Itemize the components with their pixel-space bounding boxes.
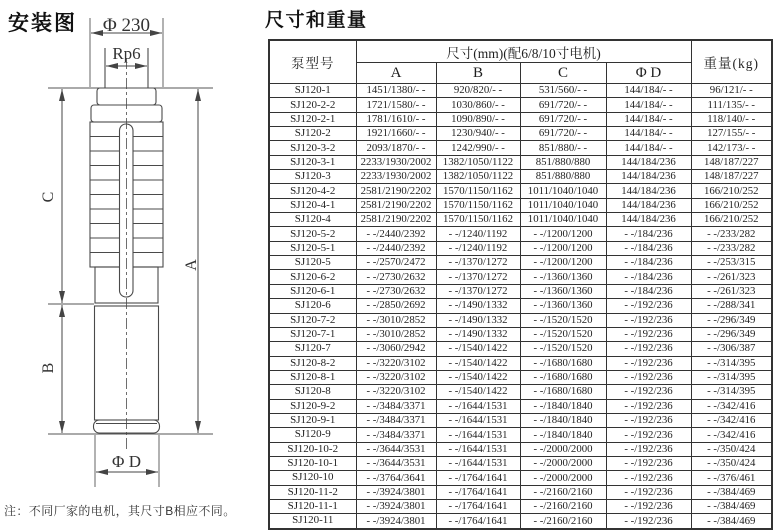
table-title: 尺寸和重量 [265, 10, 368, 31]
cell-model: SJ120-2-2 [269, 98, 356, 112]
cell-a: - -/3220/3102 [356, 370, 436, 384]
cell-model: SJ120-4 [269, 213, 356, 227]
cell-model: SJ120-5 [269, 256, 356, 270]
cell-weight: 118/140/- - [691, 112, 772, 126]
cell-model: SJ120-11-2 [269, 485, 356, 499]
cell-d: - -/184/236 [606, 256, 691, 270]
cell-a: - -/3484/3371 [356, 413, 436, 427]
header-model: 泵型号 [269, 40, 356, 84]
cell-b: - -/1370/1272 [436, 284, 520, 298]
table-row [269, 98, 772, 112]
cell-model: SJ120-3-2 [269, 141, 356, 155]
cell-b: 1570/1150/1162 [436, 213, 520, 227]
cell-a: - -/3924/3801 [356, 499, 436, 513]
header-dim-d: Φ D [606, 63, 691, 84]
cell-b: 1242/990/- - [436, 141, 520, 155]
cell-d: 144/184/236 [606, 213, 691, 227]
cell-c: 1011/1040/1040 [520, 198, 606, 212]
cell-c: - -/1200/1200 [520, 241, 606, 255]
cell-model: SJ120-5-2 [269, 227, 356, 241]
cell-c: - -/1680/1680 [520, 385, 606, 399]
cell-model: SJ120-10-2 [269, 442, 356, 456]
diagram-title: 安装图 [8, 12, 77, 35]
table-row [269, 198, 772, 212]
table-row [269, 170, 772, 184]
cell-weight: - -/261/323 [691, 284, 772, 298]
cell-weight: - -/384/469 [691, 514, 772, 529]
cell-a: - -/2440/2392 [356, 241, 436, 255]
table-row [269, 342, 772, 356]
cell-a: - -/3924/3801 [356, 485, 436, 499]
cell-b: - -/1644/1531 [436, 399, 520, 413]
cell-b: 1570/1150/1162 [436, 198, 520, 212]
cell-weight: 148/187/227 [691, 155, 772, 169]
cell-d: - -/192/236 [606, 413, 691, 427]
table-row [269, 471, 772, 485]
cell-c: - -/1360/1360 [520, 270, 606, 284]
table-row [269, 127, 772, 141]
cell-weight: - -/342/416 [691, 399, 772, 413]
cell-model: SJ120-1 [269, 84, 356, 98]
cell-weight: - -/253/315 [691, 256, 772, 270]
cell-b: - -/1540/1422 [436, 342, 520, 356]
header-dimensions-group: 尺寸(mm)(配6/8/10寸电机) [356, 40, 691, 63]
cell-d: 144/184/236 [606, 155, 691, 169]
cell-a: - -/2730/2632 [356, 284, 436, 298]
cell-d: - -/192/236 [606, 313, 691, 327]
cell-c: - -/1200/1200 [520, 256, 606, 270]
diagram-note: 注：不同厂家的电机，其尺寸B相应不同。 [4, 504, 236, 518]
cell-model: SJ120-10-1 [269, 456, 356, 470]
cell-c: - -/1840/1840 [520, 413, 606, 427]
table-header [269, 40, 772, 84]
cell-b: - -/1764/1641 [436, 499, 520, 513]
table-row [269, 413, 772, 427]
cell-a: 1721/1580/- - [356, 98, 436, 112]
table-row [269, 485, 772, 499]
cell-weight: - -/233/282 [691, 227, 772, 241]
cell-a: - -/3644/3531 [356, 456, 436, 470]
cell-c: 691/720/- - [520, 127, 606, 141]
cell-weight: - -/342/416 [691, 428, 772, 442]
header-dim-a: A [356, 63, 436, 84]
cell-weight: - -/288/341 [691, 299, 772, 313]
cell-weight: - -/261/323 [691, 270, 772, 284]
dim-label-b: B [40, 362, 57, 374]
table-row [269, 499, 772, 513]
cell-d: - -/192/236 [606, 442, 691, 456]
cell-a: - -/2570/2472 [356, 256, 436, 270]
cell-c: - -/1360/1360 [520, 284, 606, 298]
cell-d: 144/184/- - [606, 112, 691, 126]
cell-b: - -/1764/1641 [436, 514, 520, 529]
cell-a: 1781/1610/- - [356, 112, 436, 126]
cell-d: - -/184/236 [606, 270, 691, 284]
cell-d: - -/192/236 [606, 327, 691, 341]
cell-d: - -/184/236 [606, 241, 691, 255]
table-row [269, 155, 772, 169]
cell-a: 2233/1930/2002 [356, 155, 436, 169]
cell-a: 2581/2190/2202 [356, 213, 436, 227]
table-row [269, 385, 772, 399]
cell-weight: 142/173/- - [691, 141, 772, 155]
cell-b: 1030/860/- - [436, 98, 520, 112]
installation-diagram [0, 0, 260, 528]
cell-weight: - -/314/395 [691, 385, 772, 399]
cell-a: - -/2440/2392 [356, 227, 436, 241]
cell-b: 1570/1150/1162 [436, 184, 520, 198]
cell-d: - -/192/236 [606, 342, 691, 356]
cell-model: SJ120-9-2 [269, 399, 356, 413]
cell-c: - -/1680/1680 [520, 370, 606, 384]
cell-weight: - -/296/349 [691, 327, 772, 341]
cell-a: - -/3484/3371 [356, 428, 436, 442]
cell-model: SJ120-2 [269, 127, 356, 141]
cell-a: 1921/1660/- - [356, 127, 436, 141]
cell-weight: 166/210/252 [691, 198, 772, 212]
cell-a: - -/3924/3801 [356, 514, 436, 529]
table-row [269, 213, 772, 227]
cell-a: - -/2730/2632 [356, 270, 436, 284]
cell-weight: - -/350/424 [691, 442, 772, 456]
table-row [269, 84, 772, 98]
cell-model: SJ120-9 [269, 428, 356, 442]
cell-d: 144/184/236 [606, 170, 691, 184]
cell-d: - -/192/236 [606, 428, 691, 442]
table-row [269, 270, 772, 284]
cell-c: - -/2000/2000 [520, 456, 606, 470]
cell-b: 920/820/- - [436, 84, 520, 98]
cell-model: SJ120-6-2 [269, 270, 356, 284]
cell-b: - -/1644/1531 [436, 413, 520, 427]
cell-a: - -/3220/3102 [356, 356, 436, 370]
cell-weight: - -/350/424 [691, 456, 772, 470]
cell-a: - -/3010/2852 [356, 313, 436, 327]
cell-a: 2581/2190/2202 [356, 198, 436, 212]
cell-weight: - -/342/416 [691, 413, 772, 427]
cell-a: 1451/1380/- - [356, 84, 436, 98]
cell-model: SJ120-6 [269, 299, 356, 313]
cell-c: - -/1360/1360 [520, 299, 606, 313]
table-row [269, 399, 772, 413]
cell-c: 691/720/- - [520, 112, 606, 126]
cell-model: SJ120-11 [269, 514, 356, 529]
cell-weight: - -/314/395 [691, 356, 772, 370]
cell-c: - -/2160/2160 [520, 499, 606, 513]
cell-model: SJ120-4-2 [269, 184, 356, 198]
cell-weight: 166/210/252 [691, 213, 772, 227]
cell-model: SJ120-7 [269, 342, 356, 356]
table-row [269, 141, 772, 155]
cell-weight: 111/135/- - [691, 98, 772, 112]
cell-c: 1011/1040/1040 [520, 213, 606, 227]
table-row [269, 456, 772, 470]
pump-table-body [269, 84, 772, 529]
table-row [269, 184, 772, 198]
cell-model: SJ120-3-1 [269, 155, 356, 169]
cell-b: - -/1540/1422 [436, 356, 520, 370]
cell-model: SJ120-7-2 [269, 313, 356, 327]
header-weight: 重量(kg) [691, 40, 772, 84]
cell-d: - -/192/236 [606, 471, 691, 485]
cell-b: - -/1540/1422 [436, 385, 520, 399]
cell-c: - -/1680/1680 [520, 356, 606, 370]
cell-c: 851/880/- - [520, 141, 606, 155]
cell-a: - -/3764/3641 [356, 471, 436, 485]
cell-d: - -/192/236 [606, 485, 691, 499]
table-row [269, 442, 772, 456]
cell-c: - -/1200/1200 [520, 227, 606, 241]
cell-d: 144/184/- - [606, 127, 691, 141]
table-row [269, 112, 772, 126]
cell-c: - -/1520/1520 [520, 327, 606, 341]
table-row [269, 227, 772, 241]
table-row [269, 256, 772, 270]
cell-d: 144/184/236 [606, 198, 691, 212]
cell-d: - -/192/236 [606, 499, 691, 513]
cell-model: SJ120-3 [269, 170, 356, 184]
cell-b: - -/1370/1272 [436, 270, 520, 284]
dimensions-weight-table [268, 39, 773, 530]
cell-weight: 148/187/227 [691, 170, 772, 184]
cell-b: 1090/890/- - [436, 112, 520, 126]
table-row [269, 313, 772, 327]
table-row [269, 356, 772, 370]
dim-label-c: C [40, 191, 57, 203]
cell-d: 144/184/- - [606, 84, 691, 98]
cell-c: 531/560/- - [520, 84, 606, 98]
cell-model: SJ120-5-1 [269, 241, 356, 255]
header-dim-b: B [436, 63, 520, 84]
cell-b: 1382/1050/1122 [436, 155, 520, 169]
cell-b: - -/1490/1332 [436, 313, 520, 327]
cell-a: - -/3060/2942 [356, 342, 436, 356]
table-row [269, 299, 772, 313]
cell-b: - -/1490/1332 [436, 299, 520, 313]
cell-b: 1382/1050/1122 [436, 170, 520, 184]
cell-b: - -/1764/1641 [436, 485, 520, 499]
cell-a: 2233/1930/2002 [356, 170, 436, 184]
cell-c: 851/880/880 [520, 155, 606, 169]
cell-weight: - -/314/395 [691, 370, 772, 384]
cell-model: SJ120-8-1 [269, 370, 356, 384]
dim-label-a: A [183, 259, 200, 271]
table-row [269, 514, 772, 529]
dim-label-top-diameter: Φ 230 [102, 15, 151, 36]
cell-weight: - -/384/469 [691, 499, 772, 513]
cell-a: - -/3644/3531 [356, 442, 436, 456]
cell-d: - -/192/236 [606, 514, 691, 529]
cell-c: - -/2000/2000 [520, 471, 606, 485]
cell-c: - -/2160/2160 [520, 514, 606, 529]
cell-c: - -/1840/1840 [520, 399, 606, 413]
cell-a: - -/3010/2852 [356, 327, 436, 341]
cell-weight: - -/384/469 [691, 485, 772, 499]
cell-d: 144/184/- - [606, 141, 691, 155]
cell-b: - -/1764/1641 [436, 471, 520, 485]
table-row [269, 241, 772, 255]
cell-c: 691/720/- - [520, 98, 606, 112]
cell-weight: - -/296/349 [691, 313, 772, 327]
cell-model: SJ120-8 [269, 385, 356, 399]
cell-b: - -/1370/1272 [436, 256, 520, 270]
cell-d: - -/192/236 [606, 370, 691, 384]
cell-b: 1230/940/- - [436, 127, 520, 141]
cell-weight: 127/155/- - [691, 127, 772, 141]
cell-b: - -/1490/1332 [436, 327, 520, 341]
cell-b: - -/1644/1531 [436, 442, 520, 456]
cell-d: - -/184/236 [606, 227, 691, 241]
cell-d: 144/184/236 [606, 184, 691, 198]
cell-model: SJ120-2-1 [269, 112, 356, 126]
cell-model: SJ120-8-2 [269, 356, 356, 370]
cell-c: - -/2160/2160 [520, 485, 606, 499]
cell-weight: 166/210/252 [691, 184, 772, 198]
cell-c: 1011/1040/1040 [520, 184, 606, 198]
cell-a: 2093/1870/- - [356, 141, 436, 155]
cell-c: 851/880/880 [520, 170, 606, 184]
cell-model: SJ120-6-1 [269, 284, 356, 298]
cell-a: - -/3484/3371 [356, 399, 436, 413]
cell-d: - -/192/236 [606, 356, 691, 370]
cell-model: SJ120-10 [269, 471, 356, 485]
cell-c: - -/2000/2000 [520, 442, 606, 456]
cell-b: - -/1240/1192 [436, 227, 520, 241]
cell-b: - -/1240/1192 [436, 241, 520, 255]
cell-d: 144/184/- - [606, 98, 691, 112]
cell-d: - -/192/236 [606, 385, 691, 399]
dim-label-bottom-diameter: Φ D [112, 452, 141, 471]
dim-label-thread: Rp6 [112, 44, 141, 63]
cell-d: - -/192/236 [606, 299, 691, 313]
cell-c: - -/1520/1520 [520, 342, 606, 356]
cell-d: - -/192/236 [606, 456, 691, 470]
cell-model: SJ120-4-1 [269, 198, 356, 212]
cell-d: - -/192/236 [606, 399, 691, 413]
cell-b: - -/1644/1531 [436, 428, 520, 442]
cell-weight: - -/376/461 [691, 471, 772, 485]
cell-a: 2581/2190/2202 [356, 184, 436, 198]
cell-b: - -/1644/1531 [436, 456, 520, 470]
cell-c: - -/1520/1520 [520, 313, 606, 327]
cell-b: - -/1540/1422 [436, 370, 520, 384]
table-row [269, 284, 772, 298]
cell-a: - -/2850/2692 [356, 299, 436, 313]
cell-a: - -/3220/3102 [356, 385, 436, 399]
cell-d: - -/184/236 [606, 284, 691, 298]
table-row [269, 428, 772, 442]
cell-c: - -/1840/1840 [520, 428, 606, 442]
cell-model: SJ120-11-1 [269, 499, 356, 513]
cell-model: SJ120-9-1 [269, 413, 356, 427]
cell-weight: - -/233/282 [691, 241, 772, 255]
cell-weight: - -/306/387 [691, 342, 772, 356]
header-dim-c: C [520, 63, 606, 84]
cell-model: SJ120-7-1 [269, 327, 356, 341]
table-row [269, 370, 772, 384]
table-row [269, 327, 772, 341]
cell-weight: 96/121/- - [691, 84, 772, 98]
